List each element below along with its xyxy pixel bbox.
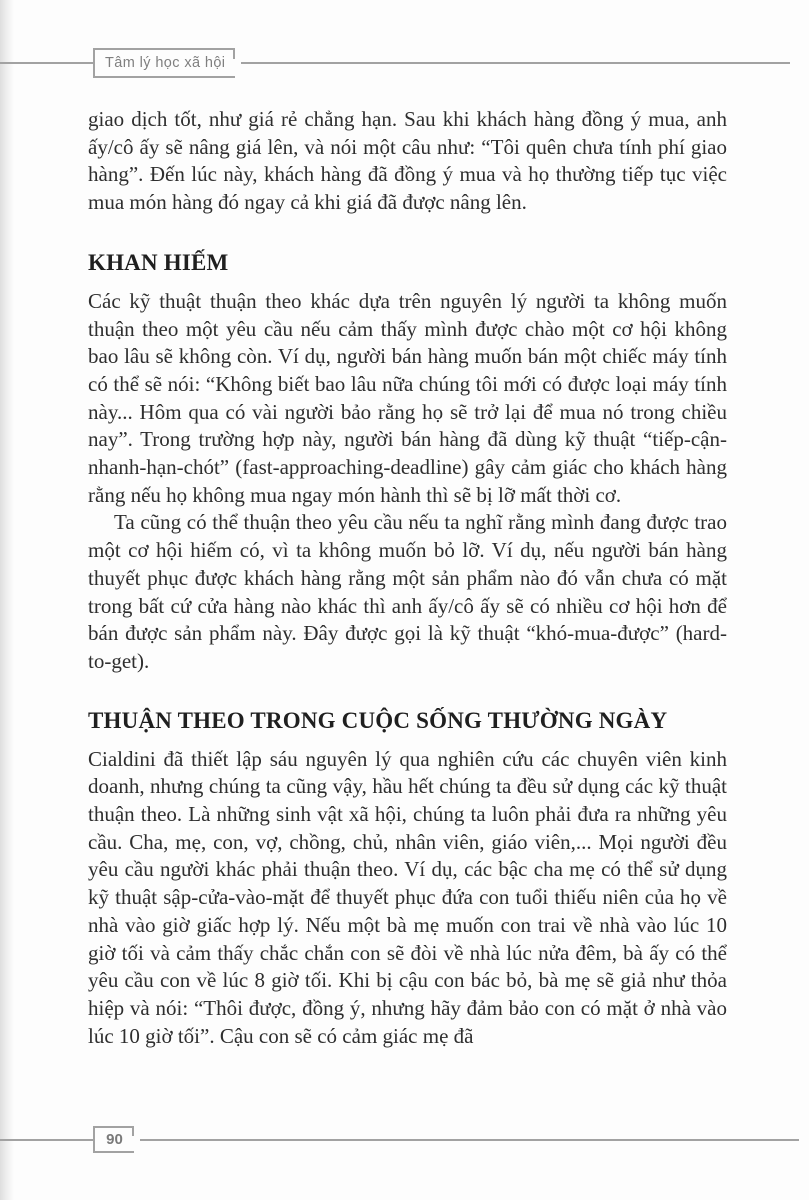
body-paragraph: Ta cũng có thể thuận theo yêu cầu nếu ta nghĩ rằng mình đang được trao một cơ hội hiếm có, vì ta không muốn bỏ lỡ. Ví dụ, nếu người bán hàng thuyết phục được khách hàng rằng một sản phẩm nào đó vẫn chưa có mặt trong bất cứ cửa hàng nào khác thì anh ấy/cô ấy sẽ có nhiều cơ hội hơn để bán được sản phẩm này. Đây được gọi là kỹ thuật “khó-mua-được” (hard-to-get). — [88, 510, 727, 673]
header-rule-left — [0, 62, 93, 64]
scan-edge-shadow — [0, 0, 14, 1200]
page-number: 90 — [106, 1131, 123, 1148]
page-number-box — [93, 1126, 134, 1153]
footer-rule-right — [140, 1139, 799, 1141]
body-paragraph: Các kỹ thuật thuận theo khác dựa trên nguyên lý người ta không muốn thuận theo một yêu cầu nếu cảm thấy mình được chào một cơ hội không bao lâu sẽ không còn. Ví dụ, người bán hàng muốn bán một chiếc máy tính có thể sẽ nói: “Không biết bao lâu nữa chúng tôi mới có được loại máy tính này... Hôm qua có vài người bảo rằng họ sẽ trở lại để mua nó trong chiều nay”. Trong trường hợp này, người bán hàng đã dùng kỹ thuật “tiếp-cận-nhanh-hạn-chót” (fast-approaching-deadline) gây cảm giác cho khách hàng rằng nếu họ không mua ngay món hành thì sẽ bị lỡ mất thời cơ. — [88, 288, 727, 507]
page-body-text — [88, 106, 727, 1050]
section-heading-thuan-theo: THUẬN THEO TRONG CUỘC SỐNG THƯỜNG NGÀY — [88, 707, 668, 733]
body-paragraph: giao dịch tốt, như giá rẻ chẳng hạn. Sau khi khách hàng đồng ý mua, anh ấy/cô ấy sẽ nâng giá lên, và nói một câu như: “Tôi quên chưa tính phí giao hàng”. Đến lúc này, khách hàng đã đồng ý mua và họ thường tiếp tục việc mua món hàng đó ngay cả khi giá đã được nâng lên. — [88, 107, 727, 215]
body-paragraph: Cialdini đã thiết lập sáu nguyên lý qua nghiên cứu các chuyên viên kinh doanh, nhưng chúng ta cũng vậy, hầu hết chúng ta đều sử dụng các kỹ thuật thuận theo. Là những sinh vật xã hội, chúng ta luôn phải đưa ra những yêu cầu. Cha, mẹ, con, vợ, chồng, chủ, nhân viên, giáo viên,... Mọi người đều yêu cầu người khác phải thuận theo. Ví dụ, các bậc cha mẹ có thể sử dụng kỹ thuật sập-cửa-vào-mặt để thuyết phục đứa con tuổi thiếu niên của họ về nhà vào giờ giấc hợp lý. Nếu một bà mẹ muốn con trai về nhà vào lúc 10 giờ tối và cảm thấy chắc chắn con sẽ đòi về nhà lúc nửa đêm, bà ấy có thể yêu cầu con về lúc 8 giờ tối. Khi bị cậu con bác bỏ, bà mẹ sẽ giả như thỏa hiệp và nói: “Thôi được, đồng ý, nhưng hãy đảm bảo con có mặt ở nhà vào lúc 10 giờ tối”. Cậu con sẽ có cảm giác mẹ đã — [88, 746, 727, 1048]
header-title-box — [93, 48, 235, 78]
footer-rule-left — [0, 1139, 93, 1141]
section-heading-khan-hiem: KHAN HIẾM — [88, 249, 229, 275]
running-footer — [0, 1126, 809, 1153]
header-rule-right — [241, 62, 790, 64]
running-header-title: Tâm lý học xã hội — [105, 55, 226, 71]
running-header — [0, 48, 809, 78]
